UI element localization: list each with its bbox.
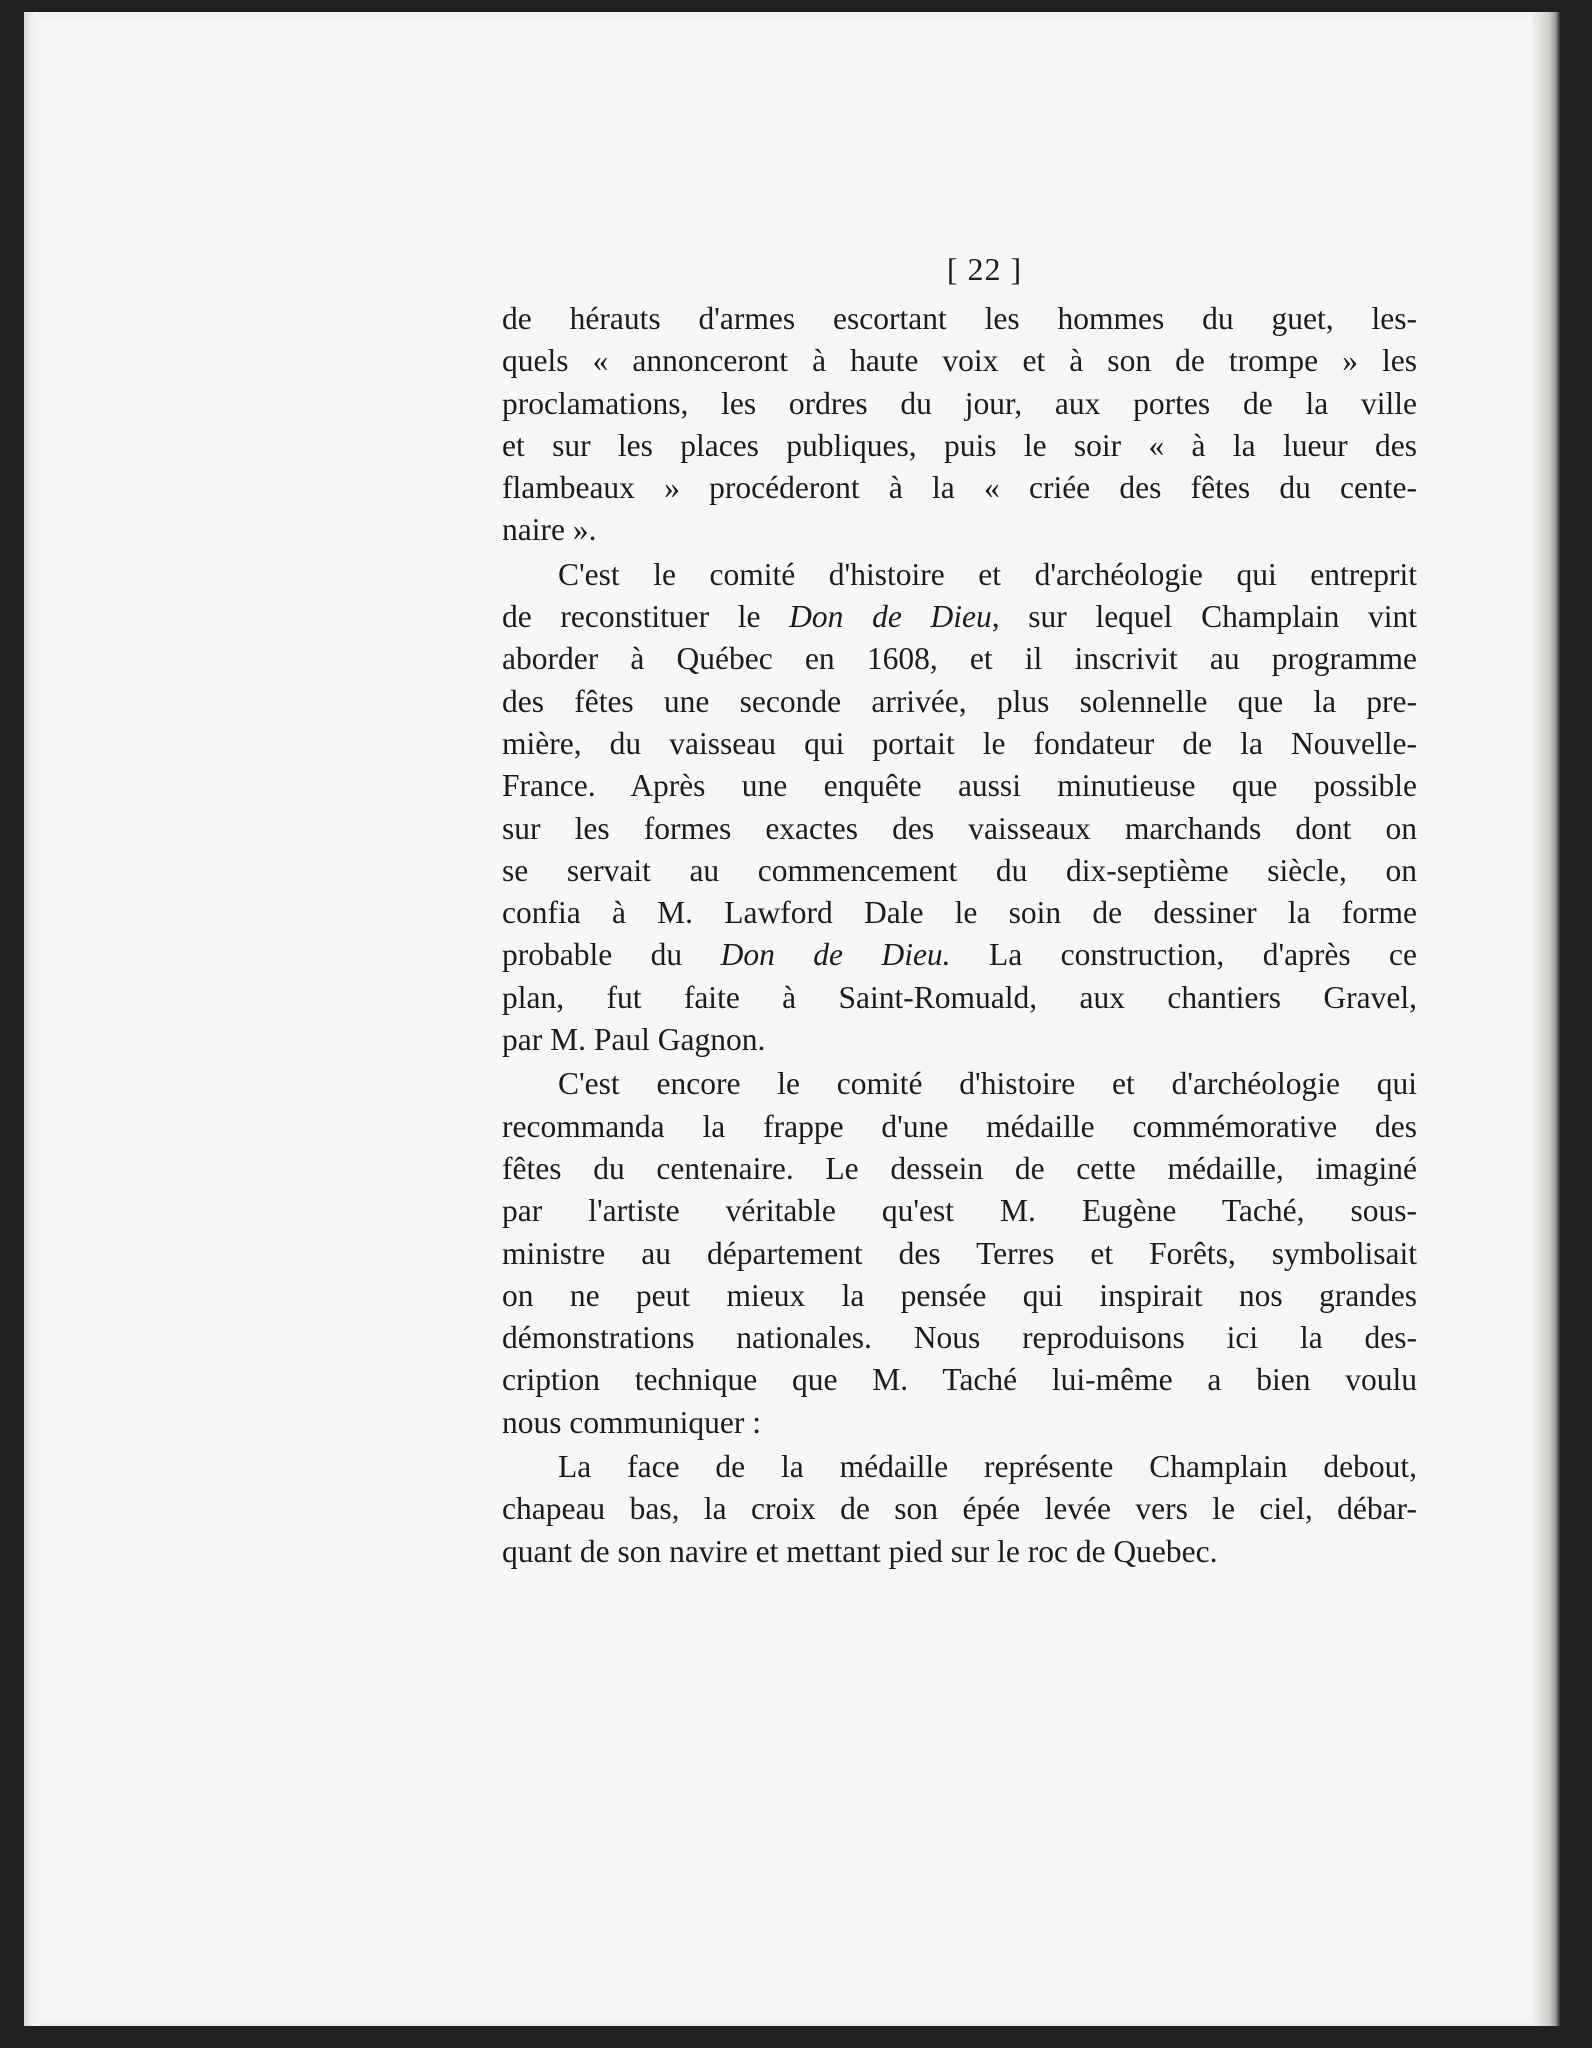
text-line: ministre au département des Terres et Forêts, symbolisait bbox=[502, 1235, 1417, 1271]
page-gutter-left bbox=[24, 12, 38, 2026]
text-line: La face de la médaille représente Champlain debout, bbox=[558, 1449, 1417, 1485]
text-line: et sur les places publiques, puis le soir « à la lueur des bbox=[502, 427, 1417, 463]
text-line: flambeaux » procéderont à la « criée des fêtes du cente- bbox=[502, 470, 1417, 506]
text-line: C'est le comité d'histoire et d'archéologie qui entreprit bbox=[558, 556, 1417, 592]
text-line: de reconstituer le Don de Dieu, sur lequel Champlain vint bbox=[502, 599, 1417, 635]
text-line: proclamations, les ordres du jour, aux portes de la ville bbox=[502, 385, 1417, 421]
body-text bbox=[502, 298, 1417, 1573]
text-line: quels « annonceront à haute voix et à son de trompe » les bbox=[502, 343, 1417, 379]
paragraph-1 bbox=[502, 298, 1417, 552]
text-line: quant de son navire et mettant pied sur le roc de Quebec. bbox=[502, 1533, 1218, 1569]
text-line: chapeau bas, la croix de son épée levée vers le ciel, débar- bbox=[502, 1491, 1417, 1527]
text-line: recommanda la frappe d'une médaille commémorative des bbox=[502, 1108, 1417, 1144]
paragraph-4 bbox=[502, 1446, 1417, 1573]
book-page bbox=[24, 12, 1560, 2026]
page-number: [ 22 ] bbox=[946, 251, 1023, 287]
text-line: C'est encore le comité d'histoire et d'archéologie qui bbox=[558, 1066, 1417, 1102]
paragraph-2 bbox=[502, 554, 1417, 1062]
text-line: par M. Paul Gagnon. bbox=[502, 1022, 766, 1058]
text-line: probable du Don de Dieu. La construction, d'après ce bbox=[502, 937, 1417, 973]
text-line: mière, du vaisseau qui portait le fondateur de la Nouvelle- bbox=[502, 725, 1417, 761]
text-line: se servait au commencement du dix-septième siècle, on bbox=[502, 852, 1417, 888]
text-line: on ne peut mieux la pensée qui inspirait nos grandes bbox=[502, 1277, 1417, 1313]
page-edge-right bbox=[1532, 12, 1560, 2026]
text-line: aborder à Québec en 1608, et il inscrivit au programme bbox=[502, 641, 1417, 677]
text-line: France. Après une enquête aussi minutieuse que possible bbox=[502, 768, 1417, 804]
text-line: nous communiquer : bbox=[502, 1404, 761, 1440]
text-line: confia à M. Lawford Dale le soin de dessiner la forme bbox=[502, 895, 1417, 931]
text-line: fêtes du centenaire. Le dessein de cette médaille, imaginé bbox=[502, 1150, 1417, 1186]
text-line: plan, fut faite à Saint-Romuald, aux chantiers Gravel, bbox=[502, 979, 1417, 1015]
paragraph-3 bbox=[502, 1063, 1417, 1444]
text-line: par l'artiste véritable qu'est M. Eugène Taché, sous- bbox=[502, 1193, 1417, 1229]
text-line: naire ». bbox=[502, 512, 597, 548]
text-line: démonstrations nationales. Nous reproduisons ici la des- bbox=[502, 1320, 1417, 1356]
text-block bbox=[502, 248, 1417, 1573]
text-line: de hérauts d'armes escortant les hommes du guet, les- bbox=[502, 301, 1417, 336]
text-line: sur les formes exactes des vaisseaux marchands dont on bbox=[502, 810, 1417, 846]
text-line: des fêtes une seconde arrivée, plus solennelle que la pre- bbox=[502, 683, 1417, 719]
text-line: cription technique que M. Taché lui-même a bien voulu bbox=[502, 1362, 1417, 1398]
